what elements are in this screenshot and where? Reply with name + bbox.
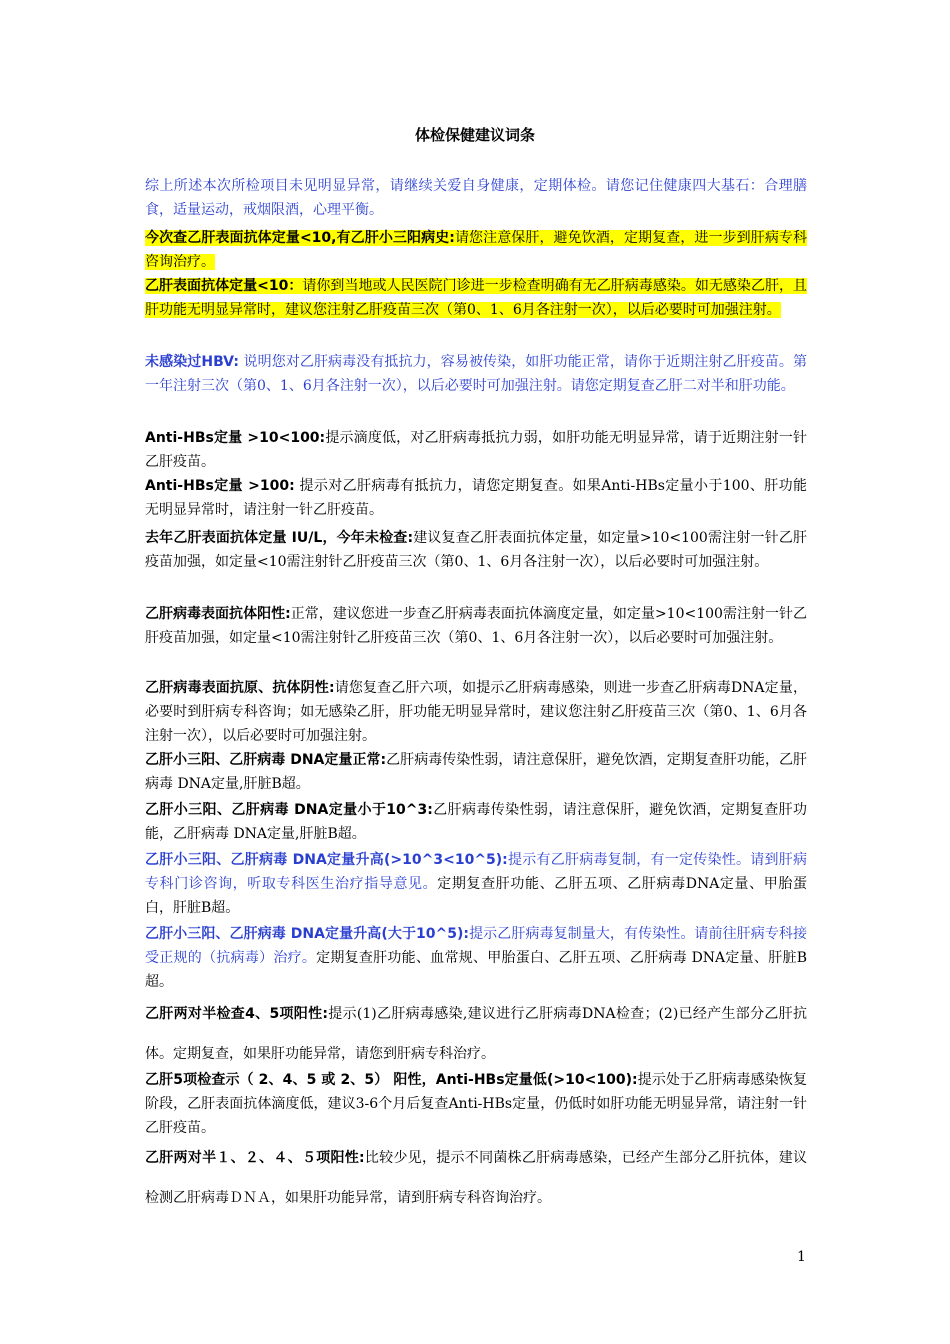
paragraph-text-blue: 提示有乙肝病毒复制，有一定传染性。请到肝病专科门诊咨询，听取专科医生治疗指导意见。	[145, 852, 808, 892]
paragraph-heading: 乙肝两对半检查4、5项阳性:	[145, 1006, 328, 1022]
paragraph-text: 说明您对乙肝病毒没有抵抗力，容易被传染，如肝功能正常，请你于近期注射乙肝疫苗。第一年注射三次（第0、1、6月各注射一次），以后必要时可加强注射。请您定期复查乙肝二对半和肝功能。	[145, 354, 807, 394]
paragraph-heading: 乙肝小三阳、乙肝病毒 DNA定量升高(大于10^5):	[145, 926, 469, 942]
paragraph-text: 请你到当地或人民医院门诊进一步检查明确有无乙肝病毒感染。如无感染乙肝，且肝功能无明显异常时，建议您注射乙肝疫苗三次（第0、1、6月各注射一次），以后必要时可加强注射。	[145, 278, 807, 318]
paragraph-heading: 今次查乙肝表面抗体定量<10,有乙肝小三阳病史:	[145, 230, 455, 246]
paragraph-text: 提示对乙肝病毒有抵抗力，请您定期复查。如果Anti-HBs定量小于100、肝功能无明显异常时，请注射一针乙肝疫苗。	[145, 478, 807, 518]
page-number: 1	[797, 1249, 806, 1265]
paragraph-heading: Anti-HBs定量 >10<100:	[145, 430, 326, 446]
paragraph-text: 建议复查乙肝表面抗体定量，如定量>10<100需注射一针乙肝疫苗加强，如定量<10需注射针乙肝疫苗三次（第0、1、6月各注射一次），以后必要时可加强注射。	[145, 530, 807, 570]
paragraph-heading: 乙肝病毒表面抗原、抗体阴性:	[145, 680, 335, 696]
paragraph-dna-elevated	[145, 848, 807, 920]
paragraph-heading: 乙肝小三阳、乙肝病毒 DNA定量正常:	[145, 752, 387, 768]
paragraph-text: 请您注意保肝，避免饮酒，定期复查，进一步到肝病专科咨询治疗。	[145, 230, 808, 270]
paragraph-text: 正常，建议您进一步查乙肝病毒表面抗体滴度定量，如定量>10<100需注射一针乙肝疫苗加强，如定量<10需注射针乙肝疫苗三次（第0、1、6月各注射一次），以后必要时可加强注射。	[145, 606, 807, 646]
paragraph-items-1-2-4-5	[145, 1138, 807, 1218]
paragraph-items-2-4-5	[145, 1068, 807, 1140]
paragraph-text: 乙肝病毒传染性弱，请注意保肝，避免饮酒，定期复查肝功能，乙肝病毒 DNA定量,肝脏B超。	[145, 752, 807, 792]
paragraph-heading: Anti-HBs定量 >100:	[145, 478, 295, 494]
paragraph-hbsab-positive	[145, 602, 807, 650]
paragraph-dna-high	[145, 922, 807, 994]
paragraph-dna-normal	[145, 748, 807, 796]
paragraph-dna-below-1e3	[145, 798, 807, 846]
paragraph-text: 定期复查肝功能、血常规、甲胎蛋白、乙肝五项、乙肝病毒 DNA定量、肝脏B超。	[145, 950, 808, 990]
paragraph-text-blue: 提示乙肝病毒复制量大，有传染性。请前往肝病专科接受正规的（抗病毒）治疗。	[145, 926, 807, 966]
paragraph-hbsab-low-history	[145, 226, 807, 274]
paragraph-text: 定期复查肝功能、乙肝五项、乙肝病毒DNA定量、甲胎蛋白，肝脏B超。	[145, 876, 807, 916]
paragraph-heading: 乙肝表面抗体定量<10：	[145, 278, 303, 294]
paragraph-hbsab-low	[145, 274, 807, 322]
paragraph-heading: 乙肝两对半１、２、４、５项阳性:	[145, 1150, 365, 1166]
paragraph-text: 乙肝病毒传染性弱，请注意保肝，避免饮酒，定期复查肝功能，乙肝病毒 DNA定量,肝脏B超。	[145, 802, 807, 842]
paragraph-text: 提示处于乙肝病毒感染恢复阶段，乙肝表面抗体滴度低，建议3-6个月后复查Anti-HBs定量，仍低时如肝功能无明显异常，请注射一针乙肝疫苗。	[145, 1072, 807, 1136]
paragraph-antigen-antibody-negative	[145, 676, 807, 748]
paragraph-heading: 去年乙肝表面抗体定量 IU/L，今年未检查:	[145, 530, 414, 546]
paragraph-text: 综上所述本次所检项目未见明显异常，请继续关爱自身健康，定期体检。请您记住健康四大基石：合理膳食，适量运动，戒烟限酒，心理平衡。	[145, 178, 807, 218]
document-title: 体检保健建议词条	[414, 126, 535, 144]
paragraph-text: 比较少见，提示不同菌株乙肝病毒感染，已经产生部分乙肝抗体，建议检测乙肝病毒ＤＮＡ，如果肝功能异常，请到肝病专科咨询治疗。	[145, 1150, 807, 1206]
paragraph-heading: 乙肝小三阳、乙肝病毒 DNA定量升高(>10^3<10^5):	[145, 852, 508, 868]
paragraph-antihbs-10-100	[145, 426, 807, 474]
paragraph-items-4-5	[145, 994, 807, 1074]
paragraph-not-infected	[145, 350, 807, 398]
paragraph-heading: 乙肝病毒表面抗体阳性:	[145, 606, 291, 622]
paragraph-antihbs-100	[145, 474, 807, 522]
paragraph-heading: 未感染过HBV:	[145, 354, 239, 370]
paragraph-heading: 乙肝5项检查示（ 2、4、5 或 2、5） 阳性，Anti-HBs定量低(>10<100):	[145, 1072, 638, 1088]
paragraph-last-year	[145, 526, 807, 574]
paragraph-summary	[145, 174, 807, 222]
paragraph-heading: 乙肝小三阳、乙肝病毒 DNA定量小于10^3:	[145, 802, 433, 818]
paragraph-text: 请您复查乙肝六项，如提示乙肝病毒感染，则进一步查乙肝病毒DNA定量，必要时到肝病专科咨询；如无感染乙肝，肝功能无明显异常时，建议您注射乙肝疫苗三次（第0、1、6月各注射一次），以后必要时可加强注射。	[145, 680, 807, 744]
paragraph-text: 提示滴度低，对乙肝病毒抵抗力弱，如肝功能无明显异常，请于近期注射一针乙肝疫苗。	[145, 430, 807, 470]
paragraph-text: 提示(1)乙肝病毒感染,建议进行乙肝病毒DNA检查；(2)已经产生部分乙肝抗体。定期复查，如果肝功能异常，请您到肝病专科治疗。	[145, 1006, 807, 1062]
